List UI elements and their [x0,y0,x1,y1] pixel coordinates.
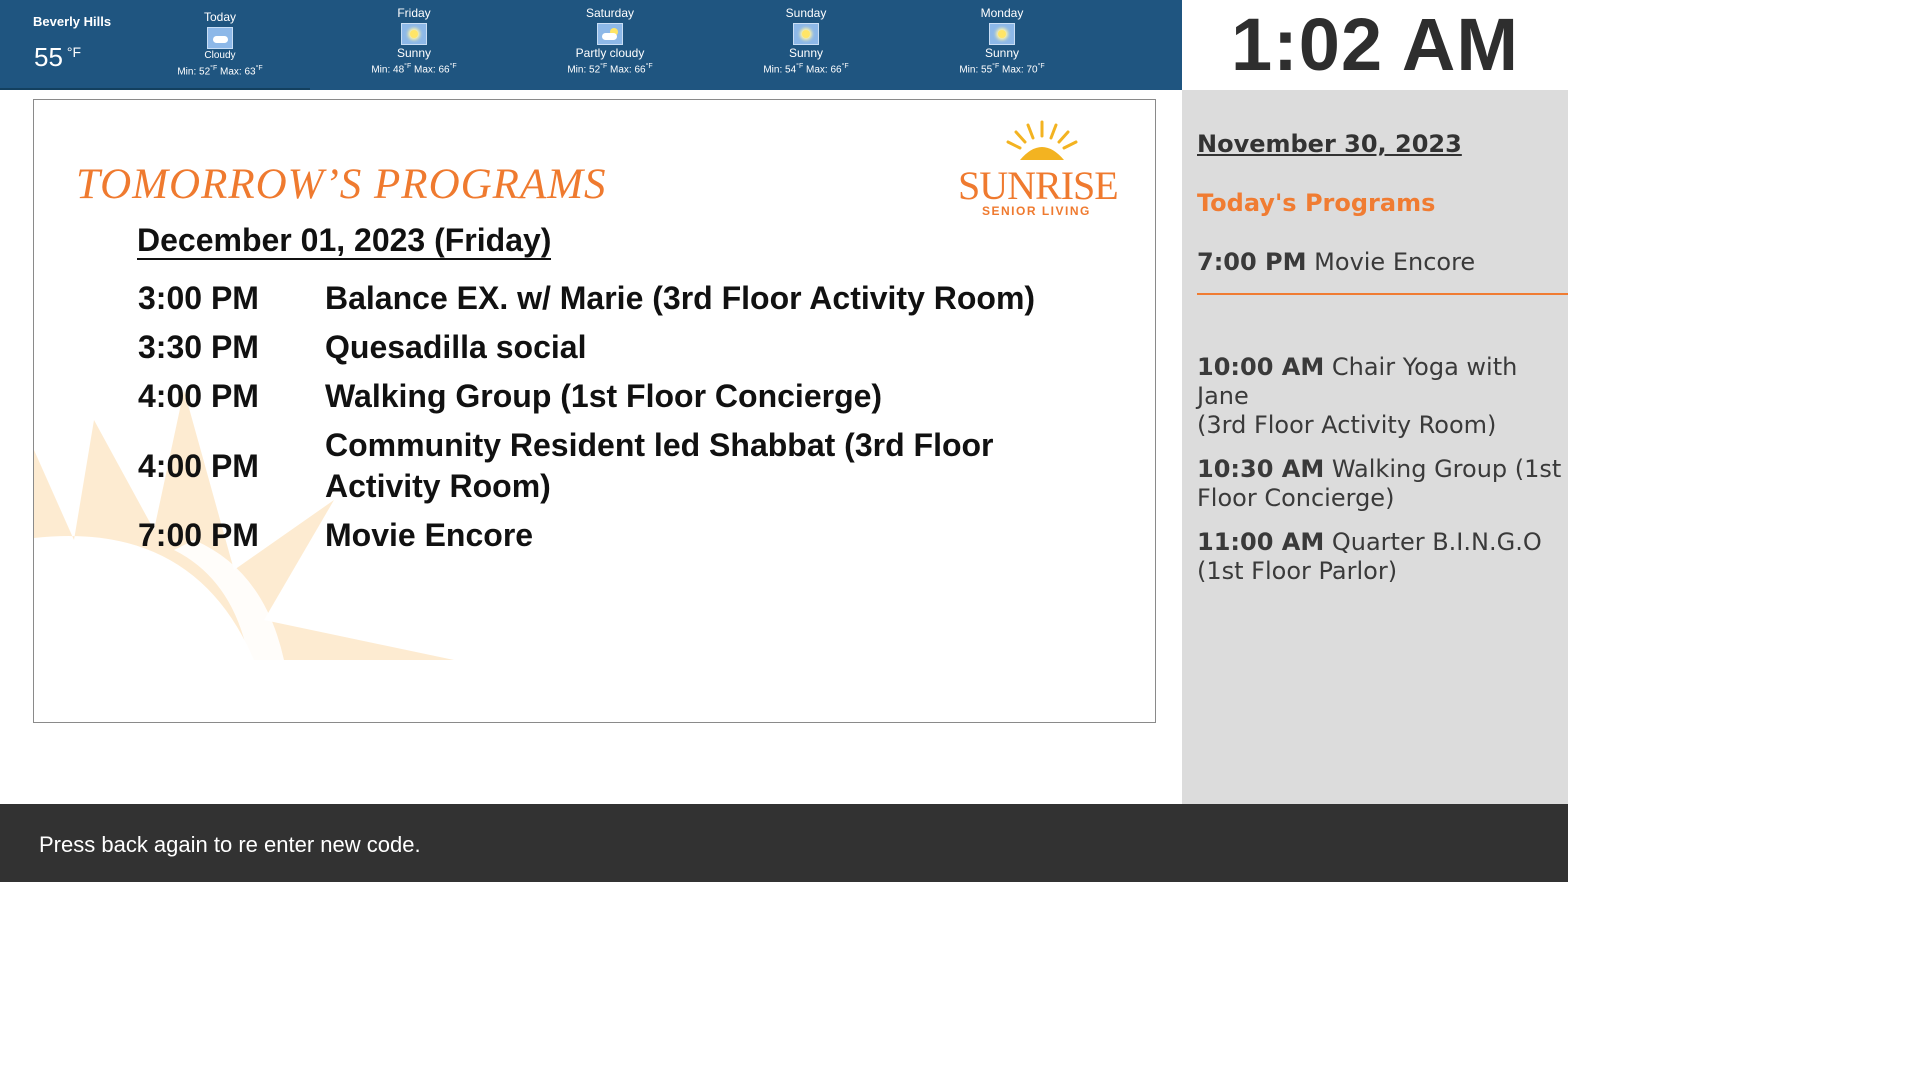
forecast-min: Min: 52 [177,66,211,78]
current-program [1197,248,1475,276]
deg-unit: °F [841,63,849,70]
deg-unit: °F [645,63,653,70]
forecast-min-max [150,62,290,79]
schedule-row [138,376,1138,417]
current-temperature [34,42,81,73]
brand-tagline: SENIOR LIVING [982,204,1091,218]
schedule-time: 3:00 PM [138,280,259,316]
forecast-min: Min: 54 [763,64,797,76]
list-item [1197,353,1568,440]
deg-unit: °F [255,65,263,72]
program-time: 10:30 AM [1197,455,1325,483]
toast-message: Press back again to re enter new code. [0,804,1568,882]
forecast-day-friday [344,6,484,77]
current-program-event: Movie Encore [1314,248,1476,276]
forecast-day-label: Monday [980,6,1024,20]
sunrise-logo [954,120,1134,220]
schedule-event: Balance EX. w/ Marie (3rd Floor Activity Room) [325,280,1036,316]
weather-bar-divider [0,88,310,90]
schedule-event: Community Resident led Shabbat (3rd Floor Activity Room) [325,427,994,504]
sunny-icon [989,23,1015,45]
program-time: 11:00 AM [1197,528,1325,556]
forecast-max: Max: 66 [414,64,450,76]
forecast-condition: Partly cloudy [575,46,645,60]
brand-name: SUNRISE [958,163,1118,208]
todays-programs-panel [1182,90,1568,804]
schedule-row [138,278,1138,319]
forecast-day-label: Today [203,10,237,24]
deg-unit: °F [600,63,608,70]
program-event: Walking Group (1st Floor Concierge) [1197,455,1562,512]
schedule-row [138,425,1138,507]
forecast-condition: Sunny [788,46,824,60]
program-schedule [138,278,1138,564]
sunny-icon [401,23,427,45]
forecast-condition: Sunny [396,46,432,60]
schedule-event: Quesadilla social [325,329,587,365]
clock: 1:02 AM [1182,0,1568,90]
cloudy-icon [207,27,233,49]
forecast-max: Max: 66 [806,64,842,76]
deg-unit: °F [992,63,1000,70]
list-item [1197,455,1568,513]
forecast-min: Min: 52 [567,64,601,76]
panel-divider [1197,293,1568,295]
forecast-max: Max: 66 [610,64,646,76]
panel-heading: Today's Programs [1197,189,1436,217]
deg-unit: °F [449,63,457,70]
panel-date: November 30, 2023 [1197,130,1462,158]
location-name: Beverly Hills [33,14,112,29]
schedule-time: 4:00 PM [138,447,259,484]
forecast-day-monday [932,6,1072,77]
deg-unit: °F [210,65,218,72]
schedule-row [138,327,1138,368]
forecast-day-label: Friday [397,6,431,20]
schedule-event: Movie Encore [325,517,534,553]
deg-unit: °F [1037,63,1045,70]
slide-date: December 01, 2023 (Friday) [137,222,552,258]
schedule-time: 3:30 PM [138,329,259,365]
forecast-condition: Sunny [984,46,1020,60]
forecast-condition: Cloudy [204,50,236,61]
forecast-day-label: Saturday [585,6,635,20]
forecast-day-saturday [540,6,680,77]
program-event: Quarter B.I.N.G.O (1st Floor Parlor) [1197,528,1542,585]
upcoming-programs-list [1197,353,1568,601]
schedule-event: Walking Group (1st Floor Concierge) [325,378,883,414]
sunrise-sun-icon [1002,120,1082,162]
forecast-min: Min: 48 [371,64,405,76]
program-event: Chair Yoga with Jane (3rd Floor Activity Room) [1197,353,1518,439]
deg-unit: °F [796,63,804,70]
slide-heading: TOMORROW’S PROGRAMS [76,161,607,208]
forecast-min-max [540,60,680,77]
current-program-time: 7:00 PM [1197,248,1307,276]
program-time: 10:00 AM [1197,353,1325,381]
forecast-max: Max: 70 [1002,64,1038,76]
forecast-today [150,10,290,79]
forecast-day-label: Sunday [785,6,827,20]
forecast-max: Max: 63 [220,66,256,78]
forecast-min-max [344,60,484,77]
forecast-min-max [932,60,1072,77]
forecast-min: Min: 55 [959,64,993,76]
schedule-time: 4:00 PM [138,378,259,414]
schedule-row [138,515,1138,556]
weather-bar [0,0,1182,90]
deg-unit: °F [404,63,412,70]
list-item [1197,528,1568,586]
forecast-day-sunday [736,6,876,77]
programs-slide [33,99,1156,723]
current-temp-value: 55 [34,42,63,72]
partly-cloudy-icon [597,23,623,45]
current-temp-unit: °F [66,44,82,60]
sunny-icon [793,23,819,45]
schedule-time: 7:00 PM [138,517,259,553]
forecast-min-max [736,60,876,77]
